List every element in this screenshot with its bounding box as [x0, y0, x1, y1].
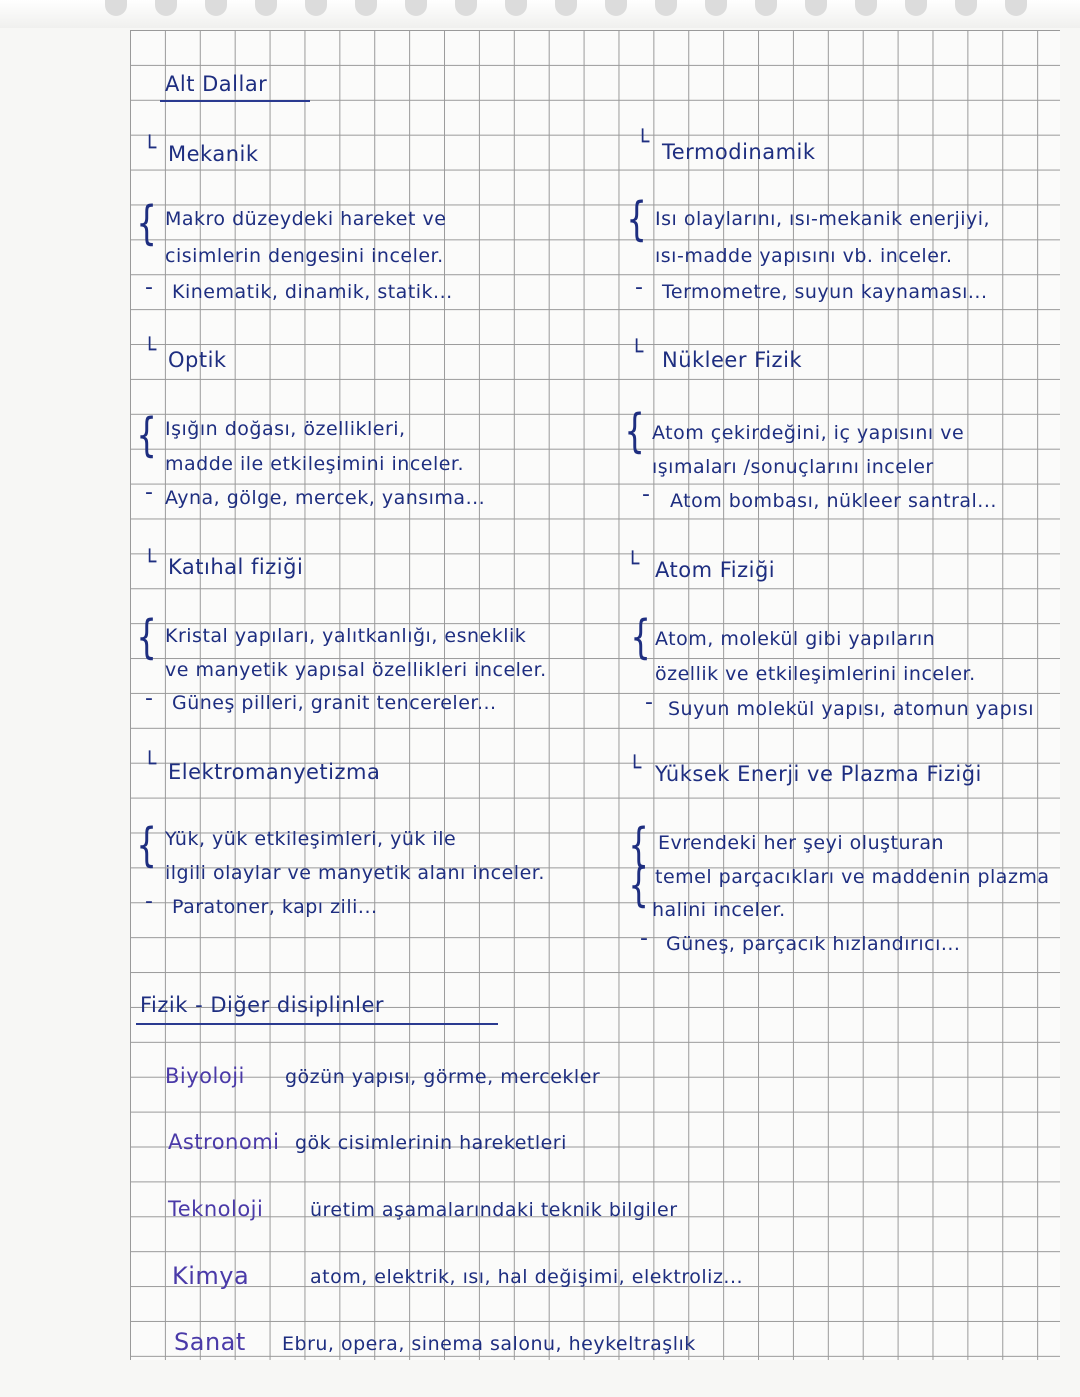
branch-marker-icon: └ [143, 752, 157, 777]
dash-icon: - [145, 686, 153, 711]
brace-icon: { [630, 610, 651, 664]
discipline-name: Kimya [172, 1262, 250, 1290]
spiral-ring [1005, 0, 1027, 16]
branch-desc-line: madde ile etkileşimini inceler. [165, 453, 465, 475]
spiral-ring [505, 0, 527, 16]
brace-icon: { [628, 858, 649, 912]
branch-examples: Güneş pilleri, granit tencereler... [172, 692, 497, 714]
branch-title: Elektromanyetizma [168, 760, 381, 784]
discipline-text: Ebru, opera, sinema salonu, heykeltraşlık [282, 1333, 696, 1355]
discipline-text: atom, elektrik, ısı, hal değişimi, elektroliz... [310, 1266, 744, 1288]
branch-title: Yüksek Enerji ve Plazma Fiziği [655, 762, 982, 786]
discipline-name: Teknoloji [168, 1197, 264, 1221]
spiral-ring [555, 0, 577, 16]
spiral-ring [405, 0, 427, 16]
brace-icon: { [628, 818, 649, 872]
branch-desc-line: Kristal yapıları, yalıtkanlığı, esneklik [165, 625, 527, 647]
brace-icon: { [136, 408, 157, 462]
branch-desc-line: Evrendeki her şeyi oluşturan [658, 832, 945, 854]
branch-examples: Kinematik, dinamik, statik... [172, 281, 453, 303]
brace-icon: { [624, 404, 645, 458]
dash-icon: - [635, 275, 643, 300]
branch-desc-line: Atom çekirdeğini, iç yapısını ve [652, 422, 965, 444]
notebook-binding [0, 0, 1080, 28]
disciplines-heading: Fizik - Diğer disiplinler [140, 993, 385, 1017]
branch-title: Termodinamik [662, 140, 816, 164]
branch-marker-icon: └ [630, 340, 644, 365]
page-heading: Alt Dallar [165, 72, 268, 96]
brace-icon: { [136, 818, 157, 872]
branch-marker-icon: └ [628, 756, 642, 781]
branch-desc-line: Isı olaylarını, ısı-mekanik enerjiyi, [655, 208, 991, 230]
spiral-ring [205, 0, 227, 16]
spiral-ring [705, 0, 727, 16]
branch-examples: Güneş, parçacık hızlandırıcı... [666, 933, 961, 955]
branch-desc-line: Makro düzeydeki hareket ve [165, 208, 447, 230]
branch-examples: Suyun molekül yapısı, atomun yapısı [668, 698, 1035, 720]
spiral-ring [455, 0, 477, 16]
dash-icon: - [640, 926, 648, 951]
branch-examples: Termometre, suyun kaynaması... [662, 281, 988, 303]
spiral-ring [305, 0, 327, 16]
branch-desc-line: ışımaları /sonuçlarını inceler [652, 456, 934, 478]
discipline-name: Sanat [174, 1328, 246, 1356]
branch-title: Mekanik [168, 142, 259, 166]
branch-desc-line: özellik ve etkileşimlerini inceler. [655, 663, 976, 685]
spiral-ring [755, 0, 777, 16]
discipline-text: gök cisimlerinin hareketleri [295, 1132, 567, 1154]
brace-icon: { [136, 196, 157, 250]
spiral-ring [805, 0, 827, 16]
branch-examples: Paratoner, kapı zili... [172, 896, 378, 918]
discipline-text: üretim aşamalarındaki teknik bilgiler [310, 1199, 678, 1221]
branch-desc-line: Yük, yük etkileşimleri, yük ile [165, 828, 457, 850]
branch-examples: Ayna, gölge, mercek, yansıma... [165, 487, 486, 509]
discipline-text: gözün yapısı, görme, mercekler [285, 1066, 601, 1088]
branch-desc-line: Işığın doğası, özellikleri, [165, 418, 406, 440]
spiral-ring [255, 0, 277, 16]
branch-title: Optik [168, 348, 227, 372]
discipline-name: Astronomi [168, 1130, 280, 1154]
branch-title: Katıhal fiziği [168, 555, 304, 579]
spiral-ring [105, 0, 127, 16]
spiral-ring [855, 0, 877, 16]
dash-icon: - [145, 889, 153, 914]
branch-marker-icon: └ [143, 136, 157, 161]
spiral-ring [355, 0, 377, 16]
branch-desc-line: cisimlerin dengesini inceler. [165, 245, 444, 267]
branch-desc-line: ısı-madde yapısını vb. inceler. [655, 245, 953, 267]
branch-marker-icon: └ [636, 130, 650, 155]
disciplines-underline [136, 1023, 498, 1025]
heading-underline [160, 100, 310, 102]
branch-desc-line: ilgili olaylar ve manyetik alanı inceler. [165, 862, 545, 884]
branch-marker-icon: └ [626, 552, 640, 577]
spiral-ring [905, 0, 927, 16]
spiral-ring [955, 0, 977, 16]
dash-icon: - [645, 690, 653, 715]
branch-desc-line: ve manyetik yapısal özellikleri inceler. [165, 659, 547, 681]
discipline-name: Biyoloji [165, 1064, 245, 1088]
brace-icon: { [136, 610, 157, 664]
dash-icon: - [642, 482, 650, 507]
branch-title: Nükleer Fizik [662, 348, 803, 372]
branch-title: Atom Fiziği [655, 558, 776, 582]
branch-desc-line: halini inceler. [652, 899, 786, 921]
brace-icon: { [626, 192, 647, 246]
branch-examples: Atom bombası, nükleer santral... [670, 490, 997, 512]
branch-marker-icon: └ [143, 338, 157, 363]
dash-icon: - [145, 275, 153, 300]
branch-desc-line: temel parçacıkları ve maddenin plazma [655, 866, 1050, 888]
dash-icon: - [145, 480, 153, 505]
branch-desc-line: Atom, molekül gibi yapıların [655, 628, 936, 650]
spiral-ring [605, 0, 627, 16]
spiral-ring [655, 0, 677, 16]
spiral-ring [155, 0, 177, 16]
branch-marker-icon: └ [143, 550, 157, 575]
